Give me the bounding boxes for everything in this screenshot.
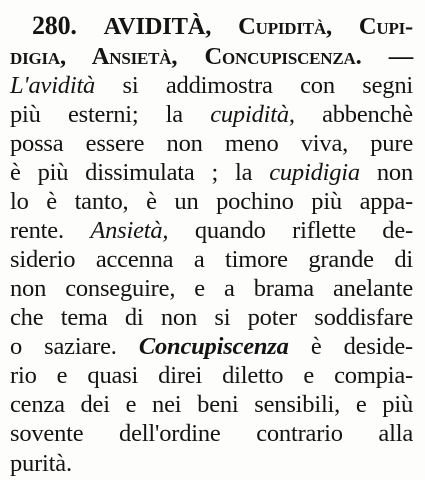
term-cupidita: cupidità, — [210, 101, 295, 128]
entry-heading-line-2 — [10, 41, 413, 73]
body-text: non conseguire, e a brama anelante — [10, 275, 413, 302]
body-text: quando riflette de- — [194, 217, 413, 244]
body-text: è più dissimulata ; la — [10, 159, 253, 186]
body-text: rio e quasi direi diletto e compia- — [10, 362, 413, 389]
body-text: rente. — [10, 217, 64, 244]
body-text: si addimostra con segni — [122, 72, 413, 99]
body-line-5 — [10, 157, 413, 189]
term-ansieta: Ansietà, — [90, 217, 169, 244]
body-text: non — [376, 159, 413, 186]
body-text: sovente dell'ordine contrario alla — [10, 420, 413, 447]
body-line-4 — [10, 128, 413, 160]
entry-headword: AVIDITÀ, — [103, 13, 212, 40]
body-text: siderio accenna a timore grande di — [10, 246, 413, 273]
body-line-3 — [10, 99, 413, 131]
body-text: o saziare. — [10, 333, 117, 360]
term-cupidigia: cupidigia — [269, 159, 360, 186]
term-avidita: L'avidità — [10, 72, 96, 99]
body-line-11 — [10, 331, 413, 363]
entry-heading-line-1 — [10, 10, 413, 42]
body-line-9 — [10, 273, 413, 305]
body-text: possa essere non meno viva, pure — [10, 130, 413, 157]
body-line-13 — [10, 389, 413, 421]
body-line-15 — [10, 448, 72, 480]
body-line-7 — [10, 215, 413, 247]
body-line-12 — [10, 360, 413, 392]
body-text: è deside- — [310, 333, 413, 360]
body-line-14 — [10, 418, 413, 450]
entry-synonyms-part-1: Cupidità, Cupi- — [238, 13, 413, 40]
body-text: cenza dei e nei beni sensibili, e più — [10, 391, 413, 418]
entry-number: 280. — [32, 11, 77, 40]
term-concupiscenza: Concupiscenza — [138, 333, 289, 360]
body-text: purità. — [10, 450, 72, 477]
entry-synonyms-part-2: digia, Ansietà, Concupiscenza. — — [10, 43, 413, 70]
body-line-8 — [10, 244, 413, 276]
body-line-10 — [10, 302, 413, 334]
body-text: che tema di non si poter soddisfare — [10, 304, 413, 331]
body-text: più esterni; la — [10, 101, 183, 128]
body-line-2 — [10, 70, 413, 102]
body-line-6 — [10, 186, 413, 218]
body-text: lo è tanto, è un pochino più appa- — [10, 188, 413, 215]
body-text: abbenchè — [322, 101, 413, 128]
